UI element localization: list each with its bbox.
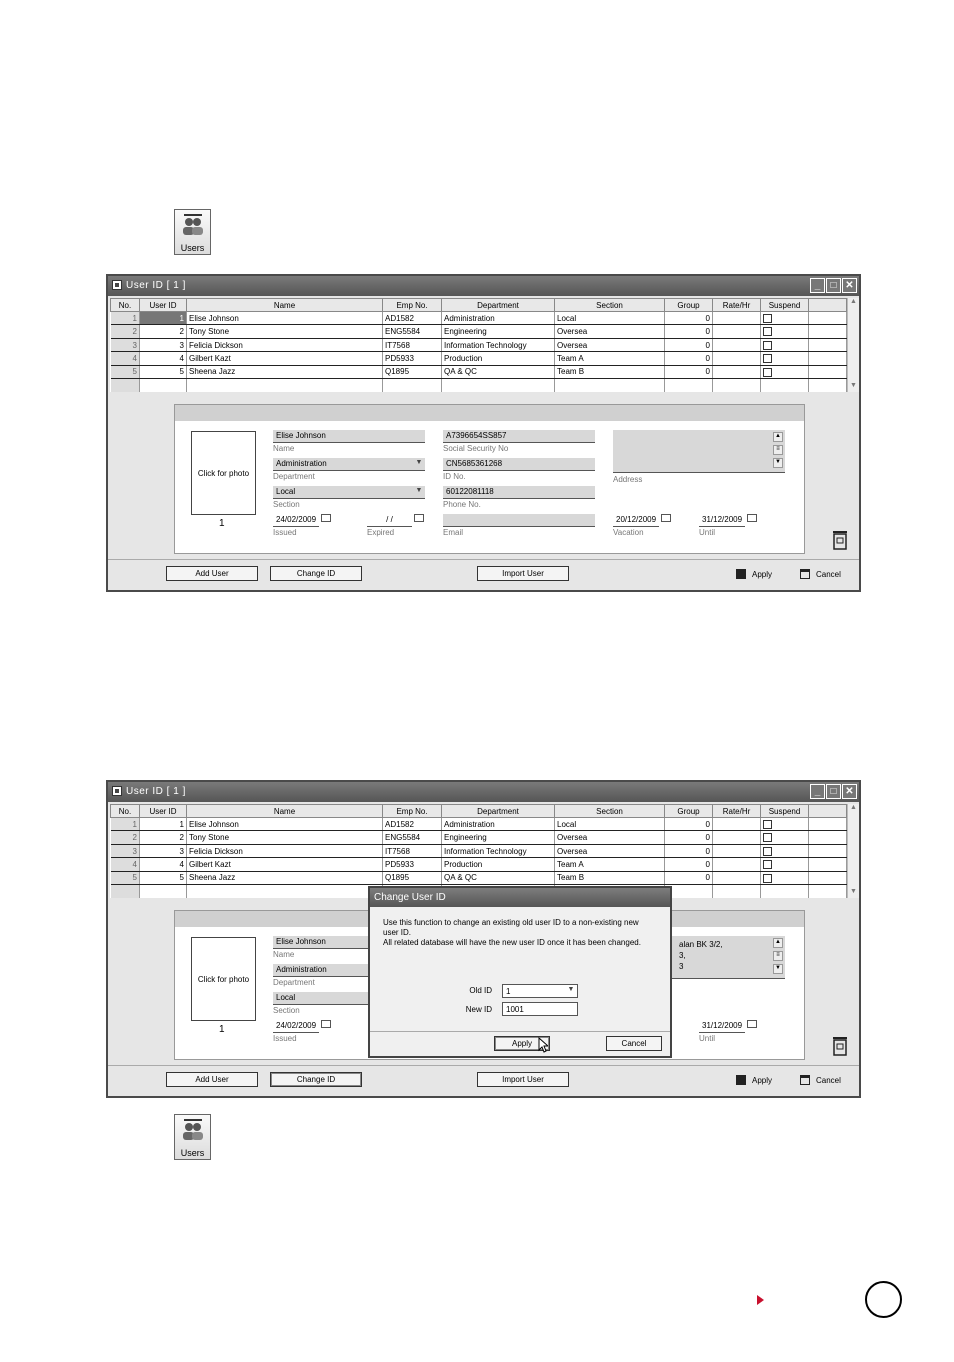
close-button[interactable]: ✕ (842, 278, 857, 293)
row-dept: Administration (442, 818, 555, 831)
row-uid: 5 (140, 871, 187, 884)
import-user-button[interactable]: Import User (477, 566, 569, 581)
row-emp: IT7568 (383, 338, 442, 351)
window-titlebar (108, 782, 859, 802)
users-icon[interactable] (174, 209, 211, 255)
name-value[interactable]: Elise Johnson (273, 430, 425, 443)
calendar-icon[interactable] (321, 514, 331, 522)
row-dept: Engineering (442, 325, 555, 338)
row-no: 1 (111, 818, 140, 831)
save-icon (736, 569, 746, 579)
row-section: Oversea (555, 844, 665, 857)
calendar-icon[interactable] (414, 514, 424, 522)
section-value: Local (276, 487, 296, 496)
cancel-button[interactable] (800, 1075, 841, 1085)
mouse-pointer-icon (538, 1037, 548, 1053)
row-name: Elise Johnson (187, 818, 383, 831)
row-emp: AD1582 (383, 312, 442, 325)
users-icon-label: Users (180, 1148, 205, 1158)
row-rate (713, 831, 761, 844)
email-value[interactable] (443, 514, 595, 527)
dialog-message-line: All related database will have the new user ID once it has been changed. (383, 938, 641, 947)
address-caption: Address (613, 475, 643, 484)
suspend-checkbox[interactable] (763, 874, 772, 883)
trash-icon[interactable] (831, 528, 849, 550)
col-header (809, 299, 847, 312)
col-header[interactable]: Emp No. (383, 299, 442, 312)
row-no: 5 (111, 365, 140, 378)
table-row[interactable] (111, 338, 847, 351)
row-group: 0 (665, 365, 713, 378)
suspend-checkbox[interactable] (763, 833, 772, 842)
row-rate (713, 844, 761, 857)
row-dept: Administration (442, 312, 555, 325)
department-value: Administration (276, 459, 327, 468)
row-uid: 4 (140, 352, 187, 365)
apply-label: Apply (752, 569, 773, 579)
close-button[interactable]: ✕ (842, 784, 857, 799)
row-rate (713, 352, 761, 365)
table-scrollbar[interactable] (847, 298, 859, 392)
suspend-checkbox[interactable] (763, 341, 772, 350)
table-row[interactable] (111, 858, 847, 871)
minimize-button[interactable]: _ (810, 278, 825, 293)
department-caption: Department (273, 472, 315, 481)
dialog-message (383, 918, 663, 948)
dialog-message-line: Use this function to change an existing old user ID to a non-existing new (383, 918, 639, 927)
row-uid: 2 (140, 831, 187, 844)
row-rate (713, 858, 761, 871)
row-suspend (761, 325, 809, 338)
row-emp: AD1582 (383, 818, 442, 831)
row-group: 0 (665, 818, 713, 831)
row-rate (713, 325, 761, 338)
col-header[interactable]: Group (665, 805, 713, 818)
users-glyph-icon (180, 1118, 206, 1142)
table-header (111, 299, 847, 312)
old-id-value: 1 (506, 987, 511, 996)
row-section: Oversea (555, 338, 665, 351)
row-emp: Q1895 (383, 871, 442, 884)
change-user-id-dialog (368, 886, 672, 1058)
row-group: 0 (665, 858, 713, 871)
cancel-label: Cancel (816, 1075, 841, 1085)
phone-field[interactable] (443, 486, 595, 509)
col-header[interactable]: No. (111, 299, 140, 312)
row-group: 0 (665, 844, 713, 857)
row-suspend (761, 312, 809, 325)
issued-caption: Issued (273, 1034, 297, 1043)
col-header[interactable]: Section (555, 805, 665, 818)
row-rate (713, 312, 761, 325)
users-icon[interactable] (174, 1114, 211, 1160)
row-suspend (761, 352, 809, 365)
department-value[interactable]: Administration (273, 964, 425, 977)
until-caption: Until (699, 528, 716, 537)
old-id-select[interactable] (502, 984, 578, 998)
import-user-button[interactable]: Import User (477, 1072, 569, 1087)
row-name: Sheena Jazz (187, 871, 383, 884)
calendar-icon[interactable] (747, 1020, 757, 1028)
address-line: 3 (679, 962, 684, 971)
table-row[interactable] (111, 325, 847, 338)
row-group: 0 (665, 312, 713, 325)
row-dept: QA & QC (442, 871, 555, 884)
new-id-input[interactable]: 1001 (502, 1002, 578, 1016)
section-caption: Section (273, 1006, 300, 1015)
row-name: Sheena Jazz (187, 365, 383, 378)
phone-value[interactable]: 60122081118 (443, 486, 595, 499)
issued-field[interactable] (273, 514, 331, 537)
chevron-down-icon[interactable]: ▼ (567, 986, 575, 993)
col-header[interactable]: Emp No. (383, 805, 442, 818)
email-field[interactable] (443, 514, 595, 537)
dialog-title: Change User ID (370, 888, 670, 907)
until-value[interactable]: 31/12/2009 (699, 514, 745, 527)
photo-box[interactable]: Click for photo (191, 431, 256, 515)
chevron-down-icon[interactable]: ▼ (415, 487, 423, 494)
scroll-down-icon[interactable]: ▼ (773, 964, 783, 974)
users-table (110, 804, 847, 898)
row-uid: 2 (140, 325, 187, 338)
row-uid: 1 (140, 312, 187, 325)
suspend-checkbox[interactable] (763, 327, 772, 336)
maximize-button[interactable]: □ (826, 278, 841, 293)
issued-caption: Issued (273, 528, 297, 537)
row-name: Felicia Dickson (187, 338, 383, 351)
row-emp: PD5933 (383, 858, 442, 871)
new-id-label: New ID (465, 1005, 492, 1014)
row-rate (713, 818, 761, 831)
scroll-up-icon[interactable]: ▲ (850, 804, 857, 811)
department-field[interactable] (273, 458, 425, 481)
calendar-icon[interactable] (747, 514, 757, 522)
col-header[interactable]: Name (187, 805, 383, 818)
col-header[interactable]: User ID (140, 299, 187, 312)
row-section: Local (555, 818, 665, 831)
row-dept: Information Technology (442, 338, 555, 351)
table-row[interactable] (111, 831, 847, 844)
row-section: Oversea (555, 325, 665, 338)
suspend-checkbox[interactable] (763, 354, 772, 363)
row-emp: ENG5584 (383, 831, 442, 844)
users-table (110, 298, 847, 392)
window-titlebar (108, 276, 859, 296)
dialog-message-line: user ID. (383, 928, 412, 937)
address-line: alan BK 3/2, (679, 940, 723, 949)
apply-button[interactable] (736, 569, 772, 579)
col-header[interactable]: Name (187, 299, 383, 312)
phone-caption: Phone No. (443, 500, 481, 509)
expired-caption: Expired (367, 528, 395, 537)
apply-label: Apply (752, 1075, 773, 1085)
dialog-divider (370, 1031, 670, 1032)
photo-box[interactable]: Click for photo (191, 937, 256, 1021)
row-section: Local (555, 312, 665, 325)
department-caption: Department (273, 978, 315, 987)
row-no: 4 (111, 858, 140, 871)
name-value[interactable]: Elise Johnson (273, 936, 425, 949)
table-row[interactable] (111, 818, 847, 831)
col-header[interactable]: Suspend (761, 299, 809, 312)
until-field[interactable] (699, 1020, 757, 1043)
row-dept: Engineering (442, 831, 555, 844)
row-group: 0 (665, 338, 713, 351)
ssn-caption: Social Security No (443, 444, 509, 453)
col-header[interactable]: Section (555, 299, 665, 312)
row-emp: IT7568 (383, 844, 442, 857)
trash-icon[interactable] (831, 1034, 849, 1056)
id-no-caption: ID No. (443, 472, 466, 481)
row-uid: 3 (140, 338, 187, 351)
row-group: 0 (665, 871, 713, 884)
row-group: 0 (665, 831, 713, 844)
cancel-button[interactable] (800, 569, 841, 579)
table-row[interactable] (111, 312, 847, 325)
issued-value[interactable]: 24/02/2009 (273, 514, 319, 527)
old-id-label: Old ID (469, 986, 492, 995)
row-group: 0 (665, 325, 713, 338)
user-detail-panel (174, 404, 805, 554)
scroll-down-icon[interactable]: ▼ (773, 458, 783, 468)
row-suspend (761, 365, 809, 378)
row-no: 2 (111, 325, 140, 338)
suspend-checkbox[interactable] (763, 860, 772, 869)
row-no: 3 (111, 338, 140, 351)
row-uid: 5 (140, 365, 187, 378)
name-caption: Name (273, 444, 295, 453)
table-row-empty[interactable] (111, 379, 847, 392)
scroll-thumb[interactable]: ≡ (773, 445, 783, 455)
change-id-button[interactable]: Change ID (270, 566, 362, 581)
section-caption: Section (273, 500, 300, 509)
row-dept: Information Technology (442, 844, 555, 857)
col-header[interactable]: Suspend (761, 805, 809, 818)
ssn-value[interactable]: A7396654SS857 (443, 430, 595, 443)
id-no-value[interactable]: CN5685361268 (443, 458, 595, 471)
email-caption: Email (443, 528, 464, 537)
row-no: 3 (111, 844, 140, 857)
row-name: Tony Stone (187, 325, 383, 338)
table-header (111, 805, 847, 818)
window-icon (112, 786, 122, 796)
until-value[interactable]: 31/12/2009 (699, 1020, 745, 1033)
name-field[interactable] (273, 430, 425, 453)
row-suspend (761, 871, 809, 884)
vacation-field[interactable] (613, 514, 671, 537)
row-section: Team B (555, 871, 665, 884)
window-title: User ID [ 1 ] (126, 786, 186, 797)
section-field[interactable] (273, 486, 425, 509)
row-suspend (761, 338, 809, 351)
dialog-apply-button[interactable]: Apply (494, 1036, 550, 1051)
row-rate (713, 338, 761, 351)
expired-field[interactable] (367, 514, 424, 537)
maximize-button[interactable]: □ (826, 784, 841, 799)
row-section: Team B (555, 365, 665, 378)
row-rate (713, 871, 761, 884)
section-value[interactable]: Local (273, 992, 425, 1005)
table-row[interactable] (111, 365, 847, 378)
window-title: User ID [ 1 ] (126, 280, 186, 291)
until-field[interactable] (699, 514, 757, 537)
issued-field[interactable] (273, 1020, 331, 1043)
row-suspend (761, 831, 809, 844)
col-header[interactable]: Group (665, 299, 713, 312)
calendar-icon[interactable] (661, 514, 671, 522)
row-no: 1 (111, 312, 140, 325)
address-field[interactable] (613, 430, 785, 473)
table-row[interactable] (111, 871, 847, 884)
add-user-button[interactable]: Add User (166, 1072, 258, 1087)
table-scrollbar[interactable] (847, 804, 859, 898)
cancel-icon (800, 1075, 810, 1085)
window-icon (112, 280, 122, 290)
users-icon-label: Users (180, 243, 205, 253)
cancel-label: Cancel (816, 569, 841, 579)
row-group: 0 (665, 352, 713, 365)
detail-header (175, 405, 804, 421)
row-dept: Production (442, 352, 555, 365)
photo-user-number: 1 (219, 1024, 225, 1035)
users-glyph-icon (180, 213, 206, 237)
row-suspend (761, 844, 809, 857)
row-suspend (761, 858, 809, 871)
suspend-checkbox[interactable] (763, 314, 772, 323)
table-row[interactable] (111, 352, 847, 365)
row-section: Oversea (555, 831, 665, 844)
scroll-up-icon[interactable]: ▲ (773, 938, 783, 948)
suspend-checkbox[interactable] (763, 368, 772, 377)
row-uid: 3 (140, 844, 187, 857)
cancel-icon (800, 569, 810, 579)
name-caption: Name (273, 950, 295, 959)
vacation-value[interactable]: 20/12/2009 (613, 514, 659, 527)
suspend-checkbox[interactable] (763, 847, 772, 856)
button-bar (108, 559, 859, 590)
row-name: Gilbert Kazt (187, 858, 383, 871)
ssn-field[interactable] (443, 430, 595, 453)
change-id-button[interactable]: Change ID (270, 1072, 362, 1087)
chevron-down-icon[interactable]: ▼ (415, 459, 423, 466)
col-header[interactable]: Rate/Hr (713, 805, 761, 818)
scroll-up-icon[interactable]: ▲ (850, 298, 857, 305)
suspend-checkbox[interactable] (763, 820, 772, 829)
row-name: Felicia Dickson (187, 844, 383, 857)
row-uid: 1 (140, 818, 187, 831)
save-icon (736, 1075, 746, 1085)
scroll-down-icon[interactable]: ▼ (850, 382, 857, 389)
dialog-cancel-button[interactable]: Cancel (606, 1036, 662, 1051)
row-dept: QA & QC (442, 365, 555, 378)
row-suspend (761, 818, 809, 831)
col-header[interactable]: Department (442, 299, 555, 312)
address-line: 3, (679, 951, 686, 960)
col-header[interactable]: No. (111, 805, 140, 818)
next-arrow-icon[interactable] (757, 1295, 764, 1305)
row-emp: Q1895 (383, 365, 442, 378)
col-header[interactable]: Department (442, 805, 555, 818)
col-header[interactable]: Rate/Hr (713, 299, 761, 312)
minimize-button[interactable]: _ (810, 784, 825, 799)
calendar-icon[interactable] (321, 1020, 331, 1028)
row-no: 5 (111, 871, 140, 884)
row-no: 4 (111, 352, 140, 365)
row-section: Team A (555, 858, 665, 871)
row-emp: PD5933 (383, 352, 442, 365)
row-dept: Production (442, 858, 555, 871)
page-number-circle (865, 1281, 902, 1318)
add-user-button[interactable]: Add User (166, 566, 258, 581)
table-row[interactable] (111, 844, 847, 857)
issued-value[interactable]: 24/02/2009 (273, 1020, 319, 1033)
scroll-up-icon[interactable]: ▲ (773, 432, 783, 442)
expired-value[interactable]: / / (367, 514, 412, 527)
apply-button[interactable] (736, 1075, 772, 1085)
user-id-window (106, 274, 861, 592)
scroll-down-icon[interactable]: ▼ (850, 888, 857, 895)
row-section: Team A (555, 352, 665, 365)
vacation-caption: Vacation (613, 528, 644, 537)
id-no-field[interactable] (443, 458, 595, 481)
until-caption: Until (699, 1034, 716, 1043)
row-name: Tony Stone (187, 831, 383, 844)
row-name: Elise Johnson (187, 312, 383, 325)
button-bar (108, 1065, 859, 1096)
scroll-thumb[interactable]: ≡ (773, 951, 783, 961)
col-header (809, 805, 847, 818)
row-no: 2 (111, 831, 140, 844)
photo-user-number: 1 (219, 518, 225, 529)
row-name: Gilbert Kazt (187, 352, 383, 365)
col-header[interactable]: User ID (140, 805, 187, 818)
row-rate (713, 365, 761, 378)
row-emp: ENG5584 (383, 325, 442, 338)
row-uid: 4 (140, 858, 187, 871)
